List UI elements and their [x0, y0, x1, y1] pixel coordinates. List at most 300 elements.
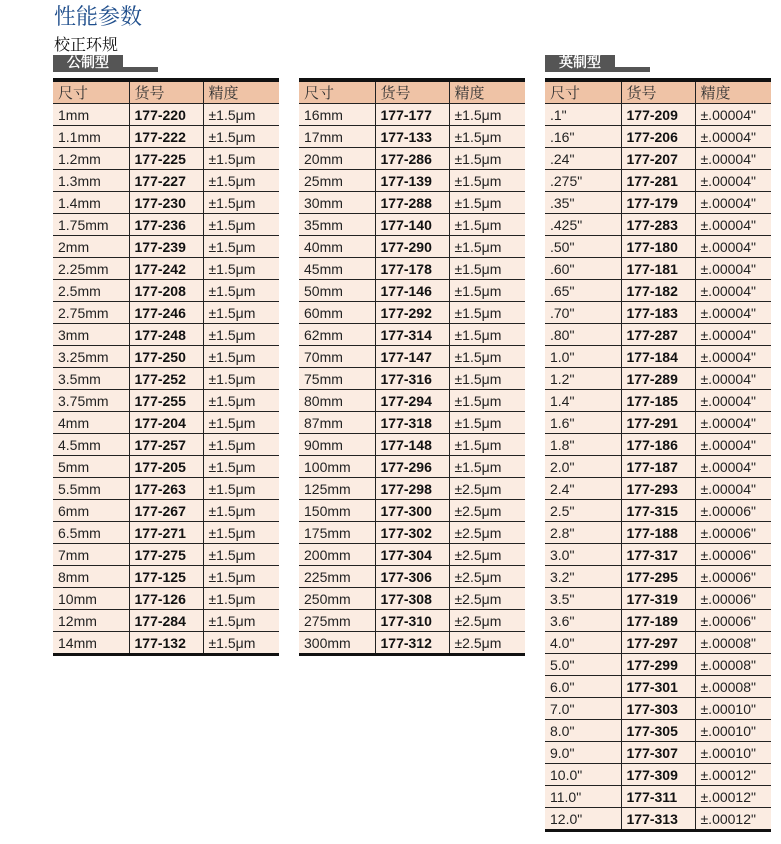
table-row [545, 522, 771, 544]
table-row [299, 170, 525, 192]
cell-accuracy: ±1.5μm [203, 192, 279, 214]
tag-bar [615, 67, 650, 72]
cell-accuracy: ±1.5μm [449, 368, 525, 390]
cell-accuracy: ±.00004" [695, 104, 771, 126]
cell-part-number: 177-246 [129, 302, 203, 324]
table-row [545, 764, 771, 786]
header-part-number: 货号 [621, 80, 695, 104]
cell-part-number: 177-132 [129, 632, 203, 655]
cell-size: 4mm [53, 412, 129, 434]
cell-accuracy: ±.00004" [695, 192, 771, 214]
cell-size: .1" [545, 104, 621, 126]
cell-part-number: 177-309 [621, 764, 695, 786]
table-row [53, 258, 279, 280]
header-row [299, 80, 525, 104]
table-row [53, 434, 279, 456]
cell-accuracy: ±.00004" [695, 148, 771, 170]
table-row [299, 610, 525, 632]
cell-size: 1.3mm [53, 170, 129, 192]
cell-size: 3.2" [545, 566, 621, 588]
cell-size: 225mm [299, 566, 375, 588]
table-row [545, 192, 771, 214]
cell-part-number: 177-296 [375, 456, 449, 478]
cell-accuracy: ±1.5μm [449, 390, 525, 412]
metric-label: 公制型 [53, 55, 123, 72]
table-row [53, 346, 279, 368]
table-row [299, 148, 525, 170]
cell-part-number: 177-302 [375, 522, 449, 544]
table-row [299, 104, 525, 126]
cell-part-number: 177-209 [621, 104, 695, 126]
table-row [545, 104, 771, 126]
table-row [545, 236, 771, 258]
cell-size: 40mm [299, 236, 375, 258]
table-row [299, 522, 525, 544]
cell-accuracy: ±.00004" [695, 434, 771, 456]
cell-part-number: 177-227 [129, 170, 203, 192]
cell-size: 25mm [299, 170, 375, 192]
cell-size: 45mm [299, 258, 375, 280]
imperial-table [545, 78, 771, 832]
cell-part-number: 177-298 [375, 478, 449, 500]
cell-size: 150mm [299, 500, 375, 522]
cell-part-number: 177-319 [621, 588, 695, 610]
table-row [545, 170, 771, 192]
table-row [53, 214, 279, 236]
cell-size: .35" [545, 192, 621, 214]
metric-table-2 [299, 78, 525, 656]
table-row [299, 632, 525, 655]
cell-accuracy: ±1.5μm [203, 126, 279, 148]
cell-size: 5mm [53, 456, 129, 478]
table-row [299, 302, 525, 324]
cell-size: 250mm [299, 588, 375, 610]
header-size: 尺寸 [53, 80, 129, 104]
cell-size: 12mm [53, 610, 129, 632]
cell-accuracy: ±1.5μm [203, 346, 279, 368]
cell-size: 2.4" [545, 478, 621, 500]
table-row [545, 808, 771, 831]
cell-part-number: 177-189 [621, 610, 695, 632]
table-row [545, 368, 771, 390]
header-accuracy: 精度 [203, 80, 279, 104]
table-row [545, 456, 771, 478]
imperial-tag [545, 55, 650, 72]
cell-accuracy: ±.00004" [695, 346, 771, 368]
table-row [53, 236, 279, 258]
cell-size: 80mm [299, 390, 375, 412]
cell-size: 1.2mm [53, 148, 129, 170]
cell-part-number: 177-271 [129, 522, 203, 544]
cell-accuracy: ±2.5μm [449, 522, 525, 544]
table-row [53, 588, 279, 610]
cell-part-number: 177-133 [375, 126, 449, 148]
cell-size: 2.75mm [53, 302, 129, 324]
cell-accuracy: ±.00012" [695, 764, 771, 786]
table-row [545, 478, 771, 500]
cell-size: 8mm [53, 566, 129, 588]
cell-accuracy: ±.00006" [695, 522, 771, 544]
cell-part-number: 177-313 [621, 808, 695, 831]
cell-part-number: 177-186 [621, 434, 695, 456]
cell-accuracy: ±1.5μm [449, 192, 525, 214]
cell-part-number: 177-207 [621, 148, 695, 170]
cell-accuracy: ±.00004" [695, 236, 771, 258]
cell-part-number: 177-297 [621, 632, 695, 654]
cell-accuracy: ±.00004" [695, 126, 771, 148]
cell-size: 7.0" [545, 698, 621, 720]
table-row [299, 412, 525, 434]
cell-accuracy: ±.00006" [695, 610, 771, 632]
cell-part-number: 177-283 [621, 214, 695, 236]
cell-size: .65" [545, 280, 621, 302]
cell-accuracy: ±2.5μm [449, 610, 525, 632]
cell-part-number: 177-177 [375, 104, 449, 126]
cell-part-number: 177-180 [621, 236, 695, 258]
cell-size: 50mm [299, 280, 375, 302]
cell-size: .16" [545, 126, 621, 148]
table-row [545, 258, 771, 280]
cell-accuracy: ±.00006" [695, 544, 771, 566]
cell-part-number: 177-185 [621, 390, 695, 412]
cell-accuracy: ±2.5μm [449, 588, 525, 610]
cell-part-number: 177-139 [375, 170, 449, 192]
cell-accuracy: ±1.5μm [203, 434, 279, 456]
header-size: 尺寸 [299, 80, 375, 104]
cell-size: 175mm [299, 522, 375, 544]
cell-size: 16mm [299, 104, 375, 126]
cell-part-number: 177-289 [621, 368, 695, 390]
cell-part-number: 177-182 [621, 280, 695, 302]
cell-size: 300mm [299, 632, 375, 655]
cell-part-number: 177-307 [621, 742, 695, 764]
cell-size: 35mm [299, 214, 375, 236]
cell-accuracy: ±1.5μm [449, 236, 525, 258]
cell-part-number: 177-255 [129, 390, 203, 412]
cell-size: 7mm [53, 544, 129, 566]
cell-accuracy: ±1.5μm [203, 148, 279, 170]
table-row [545, 566, 771, 588]
cell-accuracy: ±1.5μm [203, 632, 279, 655]
cell-size: 14mm [53, 632, 129, 655]
cell-size: 1.4mm [53, 192, 129, 214]
cell-part-number: 177-310 [375, 610, 449, 632]
cell-accuracy: ±.00008" [695, 654, 771, 676]
cell-size: 4.0" [545, 632, 621, 654]
cell-part-number: 177-263 [129, 478, 203, 500]
cell-part-number: 177-126 [129, 588, 203, 610]
tag-bar [123, 67, 158, 72]
table-row [53, 456, 279, 478]
page-title: 性能参数 [54, 5, 143, 30]
cell-accuracy: ±1.5μm [449, 104, 525, 126]
cell-part-number: 177-305 [621, 720, 695, 742]
cell-accuracy: ±1.5μm [449, 214, 525, 236]
cell-accuracy: ±.00004" [695, 214, 771, 236]
cell-size: 12.0" [545, 808, 621, 831]
table-row [299, 214, 525, 236]
cell-accuracy: ±1.5μm [203, 390, 279, 412]
cell-part-number: 177-146 [375, 280, 449, 302]
table-row [545, 214, 771, 236]
cell-size: 1.8" [545, 434, 621, 456]
cell-size: 10mm [53, 588, 129, 610]
cell-size: 2.0" [545, 456, 621, 478]
cell-accuracy: ±1.5μm [203, 588, 279, 610]
cell-accuracy: ±1.5μm [203, 324, 279, 346]
cell-part-number: 177-187 [621, 456, 695, 478]
table-row [299, 324, 525, 346]
cell-size: .425" [545, 214, 621, 236]
table-row [299, 478, 525, 500]
table-row [299, 434, 525, 456]
cell-part-number: 177-291 [621, 412, 695, 434]
table-row [299, 236, 525, 258]
cell-size: 100mm [299, 456, 375, 478]
cell-accuracy: ±1.5μm [203, 170, 279, 192]
cell-size: 62mm [299, 324, 375, 346]
cell-part-number: 177-311 [621, 786, 695, 808]
cell-accuracy: ±1.5μm [449, 148, 525, 170]
table-row [53, 192, 279, 214]
cell-part-number: 177-300 [375, 500, 449, 522]
cell-accuracy: ±1.5μm [203, 544, 279, 566]
table-row [53, 324, 279, 346]
cell-accuracy: ±1.5μm [203, 566, 279, 588]
cell-part-number: 177-239 [129, 236, 203, 258]
cell-size: 125mm [299, 478, 375, 500]
cell-accuracy: ±1.5μm [449, 346, 525, 368]
cell-part-number: 177-317 [621, 544, 695, 566]
cell-size: .275" [545, 170, 621, 192]
cell-accuracy: ±1.5μm [203, 258, 279, 280]
cell-accuracy: ±1.5μm [203, 478, 279, 500]
cell-size: 1.75mm [53, 214, 129, 236]
cell-size: .60" [545, 258, 621, 280]
cell-part-number: 177-225 [129, 148, 203, 170]
cell-accuracy: ±.00004" [695, 258, 771, 280]
cell-accuracy: ±.00010" [695, 720, 771, 742]
cell-part-number: 177-293 [621, 478, 695, 500]
table-row [53, 610, 279, 632]
cell-accuracy: ±2.5μm [449, 500, 525, 522]
table-row [53, 302, 279, 324]
cell-accuracy: ±1.5μm [449, 456, 525, 478]
cell-part-number: 177-294 [375, 390, 449, 412]
cell-size: 6mm [53, 500, 129, 522]
table-row [299, 368, 525, 390]
cell-accuracy: ±.00006" [695, 566, 771, 588]
cell-part-number: 177-184 [621, 346, 695, 368]
cell-part-number: 177-204 [129, 412, 203, 434]
cell-accuracy: ±2.5μm [449, 478, 525, 500]
cell-accuracy: ±.00008" [695, 676, 771, 698]
table-row [545, 698, 771, 720]
cell-part-number: 177-287 [621, 324, 695, 346]
cell-accuracy: ±1.5μm [449, 258, 525, 280]
cell-part-number: 177-286 [375, 148, 449, 170]
table-row [545, 500, 771, 522]
cell-size: 2.5" [545, 500, 621, 522]
cell-part-number: 177-179 [621, 192, 695, 214]
cell-part-number: 177-303 [621, 698, 695, 720]
cell-accuracy: ±.00010" [695, 698, 771, 720]
cell-size: .80" [545, 324, 621, 346]
cell-size: 1.2" [545, 368, 621, 390]
cell-part-number: 177-147 [375, 346, 449, 368]
cell-part-number: 177-288 [375, 192, 449, 214]
cell-part-number: 177-318 [375, 412, 449, 434]
cell-part-number: 177-181 [621, 258, 695, 280]
cell-part-number: 177-315 [621, 500, 695, 522]
cell-size: 3.5mm [53, 368, 129, 390]
cell-accuracy: ±1.5μm [449, 434, 525, 456]
cell-part-number: 177-242 [129, 258, 203, 280]
cell-accuracy: ±2.5μm [449, 544, 525, 566]
cell-size: 2.5mm [53, 280, 129, 302]
table-row [545, 588, 771, 610]
cell-accuracy: ±2.5μm [449, 566, 525, 588]
table-row [53, 412, 279, 434]
table-row [545, 412, 771, 434]
table-row [53, 500, 279, 522]
cell-accuracy: ±.00004" [695, 478, 771, 500]
cell-size: 1.4" [545, 390, 621, 412]
cell-accuracy: ±.00012" [695, 808, 771, 831]
table-row [53, 566, 279, 588]
cell-accuracy: ±.00004" [695, 456, 771, 478]
table-row [53, 544, 279, 566]
header-size: 尺寸 [545, 80, 621, 104]
table-row [53, 148, 279, 170]
cell-part-number: 177-316 [375, 368, 449, 390]
table-row [53, 170, 279, 192]
cell-size: 9.0" [545, 742, 621, 764]
table-row [545, 544, 771, 566]
cell-accuracy: ±.00006" [695, 588, 771, 610]
cell-accuracy: ±.00004" [695, 280, 771, 302]
table-row [299, 126, 525, 148]
cell-part-number: 177-148 [375, 434, 449, 456]
header-accuracy: 精度 [695, 80, 771, 104]
table-row [545, 742, 771, 764]
cell-size: 6.0" [545, 676, 621, 698]
cell-part-number: 177-312 [375, 632, 449, 655]
cell-size: 60mm [299, 302, 375, 324]
cell-part-number: 177-248 [129, 324, 203, 346]
cell-size: 3.0" [545, 544, 621, 566]
cell-part-number: 177-208 [129, 280, 203, 302]
cell-size: .70" [545, 302, 621, 324]
cell-accuracy: ±.00012" [695, 786, 771, 808]
cell-accuracy: ±.00008" [695, 632, 771, 654]
cell-part-number: 177-188 [621, 522, 695, 544]
cell-part-number: 177-205 [129, 456, 203, 478]
table-row [545, 324, 771, 346]
cell-size: .24" [545, 148, 621, 170]
table-row [545, 302, 771, 324]
table-row [299, 544, 525, 566]
cell-accuracy: ±1.5μm [203, 368, 279, 390]
cell-size: 4.5mm [53, 434, 129, 456]
table-row [53, 632, 279, 655]
table-row [53, 368, 279, 390]
cell-size: 3.25mm [53, 346, 129, 368]
cell-part-number: 177-220 [129, 104, 203, 126]
metric-tag [53, 55, 158, 72]
header-accuracy: 精度 [449, 80, 525, 104]
cell-accuracy: ±1.5μm [449, 412, 525, 434]
cell-accuracy: ±1.5μm [203, 500, 279, 522]
cell-accuracy: ±1.5μm [203, 236, 279, 258]
cell-accuracy: ±.00004" [695, 170, 771, 192]
cell-size: 6.5mm [53, 522, 129, 544]
table-row [545, 632, 771, 654]
table-row [545, 720, 771, 742]
table-row [299, 390, 525, 412]
cell-size: 3.75mm [53, 390, 129, 412]
cell-size: 30mm [299, 192, 375, 214]
table-row [299, 588, 525, 610]
cell-accuracy: ±1.5μm [449, 324, 525, 346]
cell-accuracy: ±.00006" [695, 500, 771, 522]
table-row [545, 126, 771, 148]
cell-part-number: 177-301 [621, 676, 695, 698]
table-row [53, 522, 279, 544]
table-row [53, 390, 279, 412]
cell-accuracy: ±1.5μm [203, 280, 279, 302]
imperial-label: 英制型 [545, 55, 615, 72]
cell-size: 3mm [53, 324, 129, 346]
cell-accuracy: ±1.5μm [449, 126, 525, 148]
cell-accuracy: ±1.5μm [203, 522, 279, 544]
cell-accuracy: ±1.5μm [203, 456, 279, 478]
cell-accuracy: ±.00010" [695, 742, 771, 764]
table-row [545, 434, 771, 456]
cell-part-number: 177-125 [129, 566, 203, 588]
cell-accuracy: ±.00004" [695, 324, 771, 346]
cell-accuracy: ±2.5μm [449, 632, 525, 655]
cell-part-number: 177-222 [129, 126, 203, 148]
cell-size: 1.6" [545, 412, 621, 434]
cell-size: 2.25mm [53, 258, 129, 280]
cell-size: 5.0" [545, 654, 621, 676]
cell-size: 5.5mm [53, 478, 129, 500]
cell-size: 2mm [53, 236, 129, 258]
table-row [299, 258, 525, 280]
cell-size: 10.0" [545, 764, 621, 786]
cell-part-number: 177-295 [621, 566, 695, 588]
cell-part-number: 177-292 [375, 302, 449, 324]
cell-accuracy: ±1.5μm [449, 170, 525, 192]
cell-size: 8.0" [545, 720, 621, 742]
cell-size: 200mm [299, 544, 375, 566]
cell-accuracy: ±1.5μm [203, 104, 279, 126]
table-row [53, 280, 279, 302]
cell-accuracy: ±1.5μm [449, 280, 525, 302]
header-row [53, 80, 279, 104]
cell-size: 20mm [299, 148, 375, 170]
cell-size: 11.0" [545, 786, 621, 808]
cell-part-number: 177-257 [129, 434, 203, 456]
table-row [299, 192, 525, 214]
table-row [545, 148, 771, 170]
cell-accuracy: ±1.5μm [449, 302, 525, 324]
cell-size: 87mm [299, 412, 375, 434]
table-row [545, 346, 771, 368]
cell-part-number: 177-140 [375, 214, 449, 236]
cell-part-number: 177-183 [621, 302, 695, 324]
